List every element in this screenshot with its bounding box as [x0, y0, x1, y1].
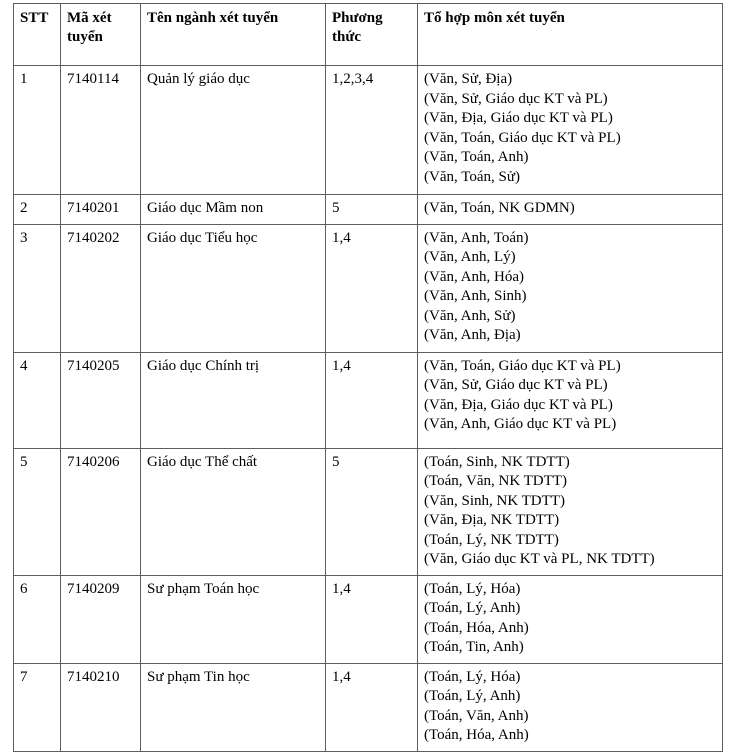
cell-name-text: Sư phạm Toán học: [147, 580, 260, 597]
combination-list: [424, 357, 717, 435]
cell-name: [141, 663, 326, 751]
cell-stt: [14, 195, 61, 225]
cell-name-text: Giáo dục Thể chất: [147, 453, 258, 470]
column-header-name: Tên ngành xét tuyển: [141, 4, 326, 66]
cell-code-text: 7140201: [67, 200, 120, 216]
cell-code: [61, 66, 141, 195]
table-row: [14, 663, 723, 751]
combination-list: [424, 70, 717, 187]
combination-item: (Toán, Lý, Anh): [424, 600, 521, 616]
cell-code: [61, 352, 141, 448]
cell-combinations: [418, 663, 723, 751]
combination-item: (Văn, Anh, Hóa): [424, 268, 524, 285]
cell-stt: [14, 224, 61, 352]
cell-name: [141, 195, 326, 225]
combination-list: [424, 453, 717, 570]
cell-stt: [14, 448, 61, 575]
cell-method: [326, 224, 418, 352]
cell-code-text: 7140210: [67, 668, 120, 685]
cell-code: [61, 195, 141, 225]
combination-item: (Văn, Sử, Giáo dục KT và PL): [424, 377, 608, 393]
combination-item: (Văn, Anh, Lý): [424, 249, 516, 265]
cell-stt-text: 7: [20, 668, 28, 685]
combination-item: (Văn, Anh, Địa): [424, 327, 521, 343]
table-header-row: [14, 4, 723, 66]
combination-item: (Văn, Giáo dục KT và PL, NK TDTT): [424, 551, 655, 567]
cell-combinations: [418, 575, 723, 663]
combination-item: (Toán, Tin, Anh): [424, 639, 524, 655]
cell-method-text: 1,2,3,4: [332, 71, 374, 87]
combination-item: (Văn, Anh, Giáo dục KT và PL): [424, 416, 617, 432]
cell-method: [326, 352, 418, 448]
combination-list: [424, 199, 717, 219]
combination-item: (Toán, Lý, Anh): [424, 688, 521, 704]
cell-code: [61, 663, 141, 751]
cell-combinations: [418, 448, 723, 575]
cell-method-text: 1,4: [332, 229, 351, 246]
combination-item: (Toán, Sinh, NK TDTT): [424, 453, 570, 470]
cell-stt: [14, 575, 61, 663]
combination-item: (Văn, Toán, Giáo dục KT và PL): [424, 129, 621, 146]
cell-method: [326, 575, 418, 663]
cell-name-text: Giáo dục Tiểu học: [147, 229, 258, 246]
cell-method: [326, 663, 418, 751]
cell-stt-text: 3: [20, 229, 28, 246]
column-header-combos: Tổ hợp môn xét tuyển: [418, 4, 723, 66]
cell-stt-text: 5: [20, 453, 28, 470]
cell-method: [326, 195, 418, 225]
cell-code: [61, 575, 141, 663]
cell-name: [141, 352, 326, 448]
admissions-table: [13, 3, 723, 752]
combination-item: (Văn, Anh, Toán): [424, 229, 529, 246]
cell-method: [326, 66, 418, 195]
column-header-stt: STT: [14, 4, 61, 66]
cell-code-text: 7140202: [67, 229, 120, 246]
combination-item: (Văn, Toán, Anh): [424, 149, 529, 165]
combination-item: (Văn, Toán, Giáo dục KT và PL): [424, 357, 621, 374]
cell-name-text: Giáo dục Chính trị: [147, 357, 260, 374]
cell-method-text: 5: [332, 453, 340, 470]
combination-item: (Văn, Sinh, NK TDTT): [424, 492, 565, 509]
combination-item: (Toán, Văn, Anh): [424, 707, 529, 724]
combination-list: [424, 229, 717, 346]
cell-name: [141, 66, 326, 195]
combination-item: (Văn, Địa, NK TDTT): [424, 512, 560, 528]
cell-code-text: 7140209: [67, 580, 120, 597]
combination-item: (Văn, Địa, Giáo dục KT và PL): [424, 110, 613, 126]
cell-method-text: 1,4: [332, 580, 351, 597]
cell-stt: [14, 66, 61, 195]
combination-item: (Văn, Toán, Sử): [424, 168, 520, 185]
combination-item: (Toán, Hóa, Anh): [424, 619, 529, 636]
cell-code-text: 7140206: [67, 453, 120, 470]
combination-item: (Toán, Lý, NK TDTT): [424, 531, 559, 548]
combination-item: (Văn, Sử, Địa): [424, 71, 513, 87]
combination-item: (Văn, Sử, Giáo dục KT và PL): [424, 90, 608, 107]
table-row: [14, 448, 723, 575]
cell-combinations: [418, 352, 723, 448]
combination-item: (Toán, Lý, Hóa): [424, 580, 521, 597]
cell-code-text: 7140114: [67, 71, 119, 87]
cell-stt: [14, 663, 61, 751]
cell-method: [326, 448, 418, 575]
cell-stt-text: 2: [20, 200, 28, 216]
combination-item: (Văn, Toán, NK GDMN): [424, 200, 575, 216]
cell-method-text: 1,4: [332, 357, 351, 374]
cell-name: [141, 448, 326, 575]
admissions-table-container: [13, 3, 722, 752]
cell-code: [61, 448, 141, 575]
cell-method-text: 5: [332, 200, 340, 216]
table-header: [14, 4, 723, 66]
combination-list: [424, 580, 717, 658]
table-row: [14, 352, 723, 448]
cell-name-text: Giáo dục Mầm non: [147, 200, 264, 216]
cell-combinations: [418, 195, 723, 225]
table-body: [14, 66, 723, 752]
cell-name-text: Sư phạm Tin học: [147, 668, 250, 685]
cell-name: [141, 575, 326, 663]
combination-item: (Văn, Anh, Sinh): [424, 288, 527, 304]
table-row: [14, 224, 723, 352]
combination-item: (Văn, Anh, Sử): [424, 307, 516, 324]
cell-combinations: [418, 66, 723, 195]
combination-item: (Toán, Lý, Hóa): [424, 668, 521, 685]
cell-code-text: 7140205: [67, 357, 120, 374]
cell-name-text: Quản lý giáo dục: [147, 71, 250, 87]
column-header-code: Mã xét tuyển: [61, 4, 141, 66]
column-header-method: Phương thức: [326, 4, 418, 66]
cell-stt-text: 4: [20, 357, 28, 374]
combination-item: (Văn, Địa, Giáo dục KT và PL): [424, 396, 613, 413]
cell-stt-text: 1: [20, 71, 28, 87]
cell-stt: [14, 352, 61, 448]
combination-item: (Toán, Văn, NK TDTT): [424, 473, 567, 489]
combination-list: [424, 668, 717, 746]
table-row: [14, 575, 723, 663]
table-row: [14, 66, 723, 195]
cell-method-text: 1,4: [332, 668, 351, 685]
cell-code: [61, 224, 141, 352]
table-row: [14, 195, 723, 225]
cell-combinations: [418, 224, 723, 352]
combination-item: (Toán, Hóa, Anh): [424, 727, 529, 743]
cell-name: [141, 224, 326, 352]
cell-stt-text: 6: [20, 580, 28, 597]
